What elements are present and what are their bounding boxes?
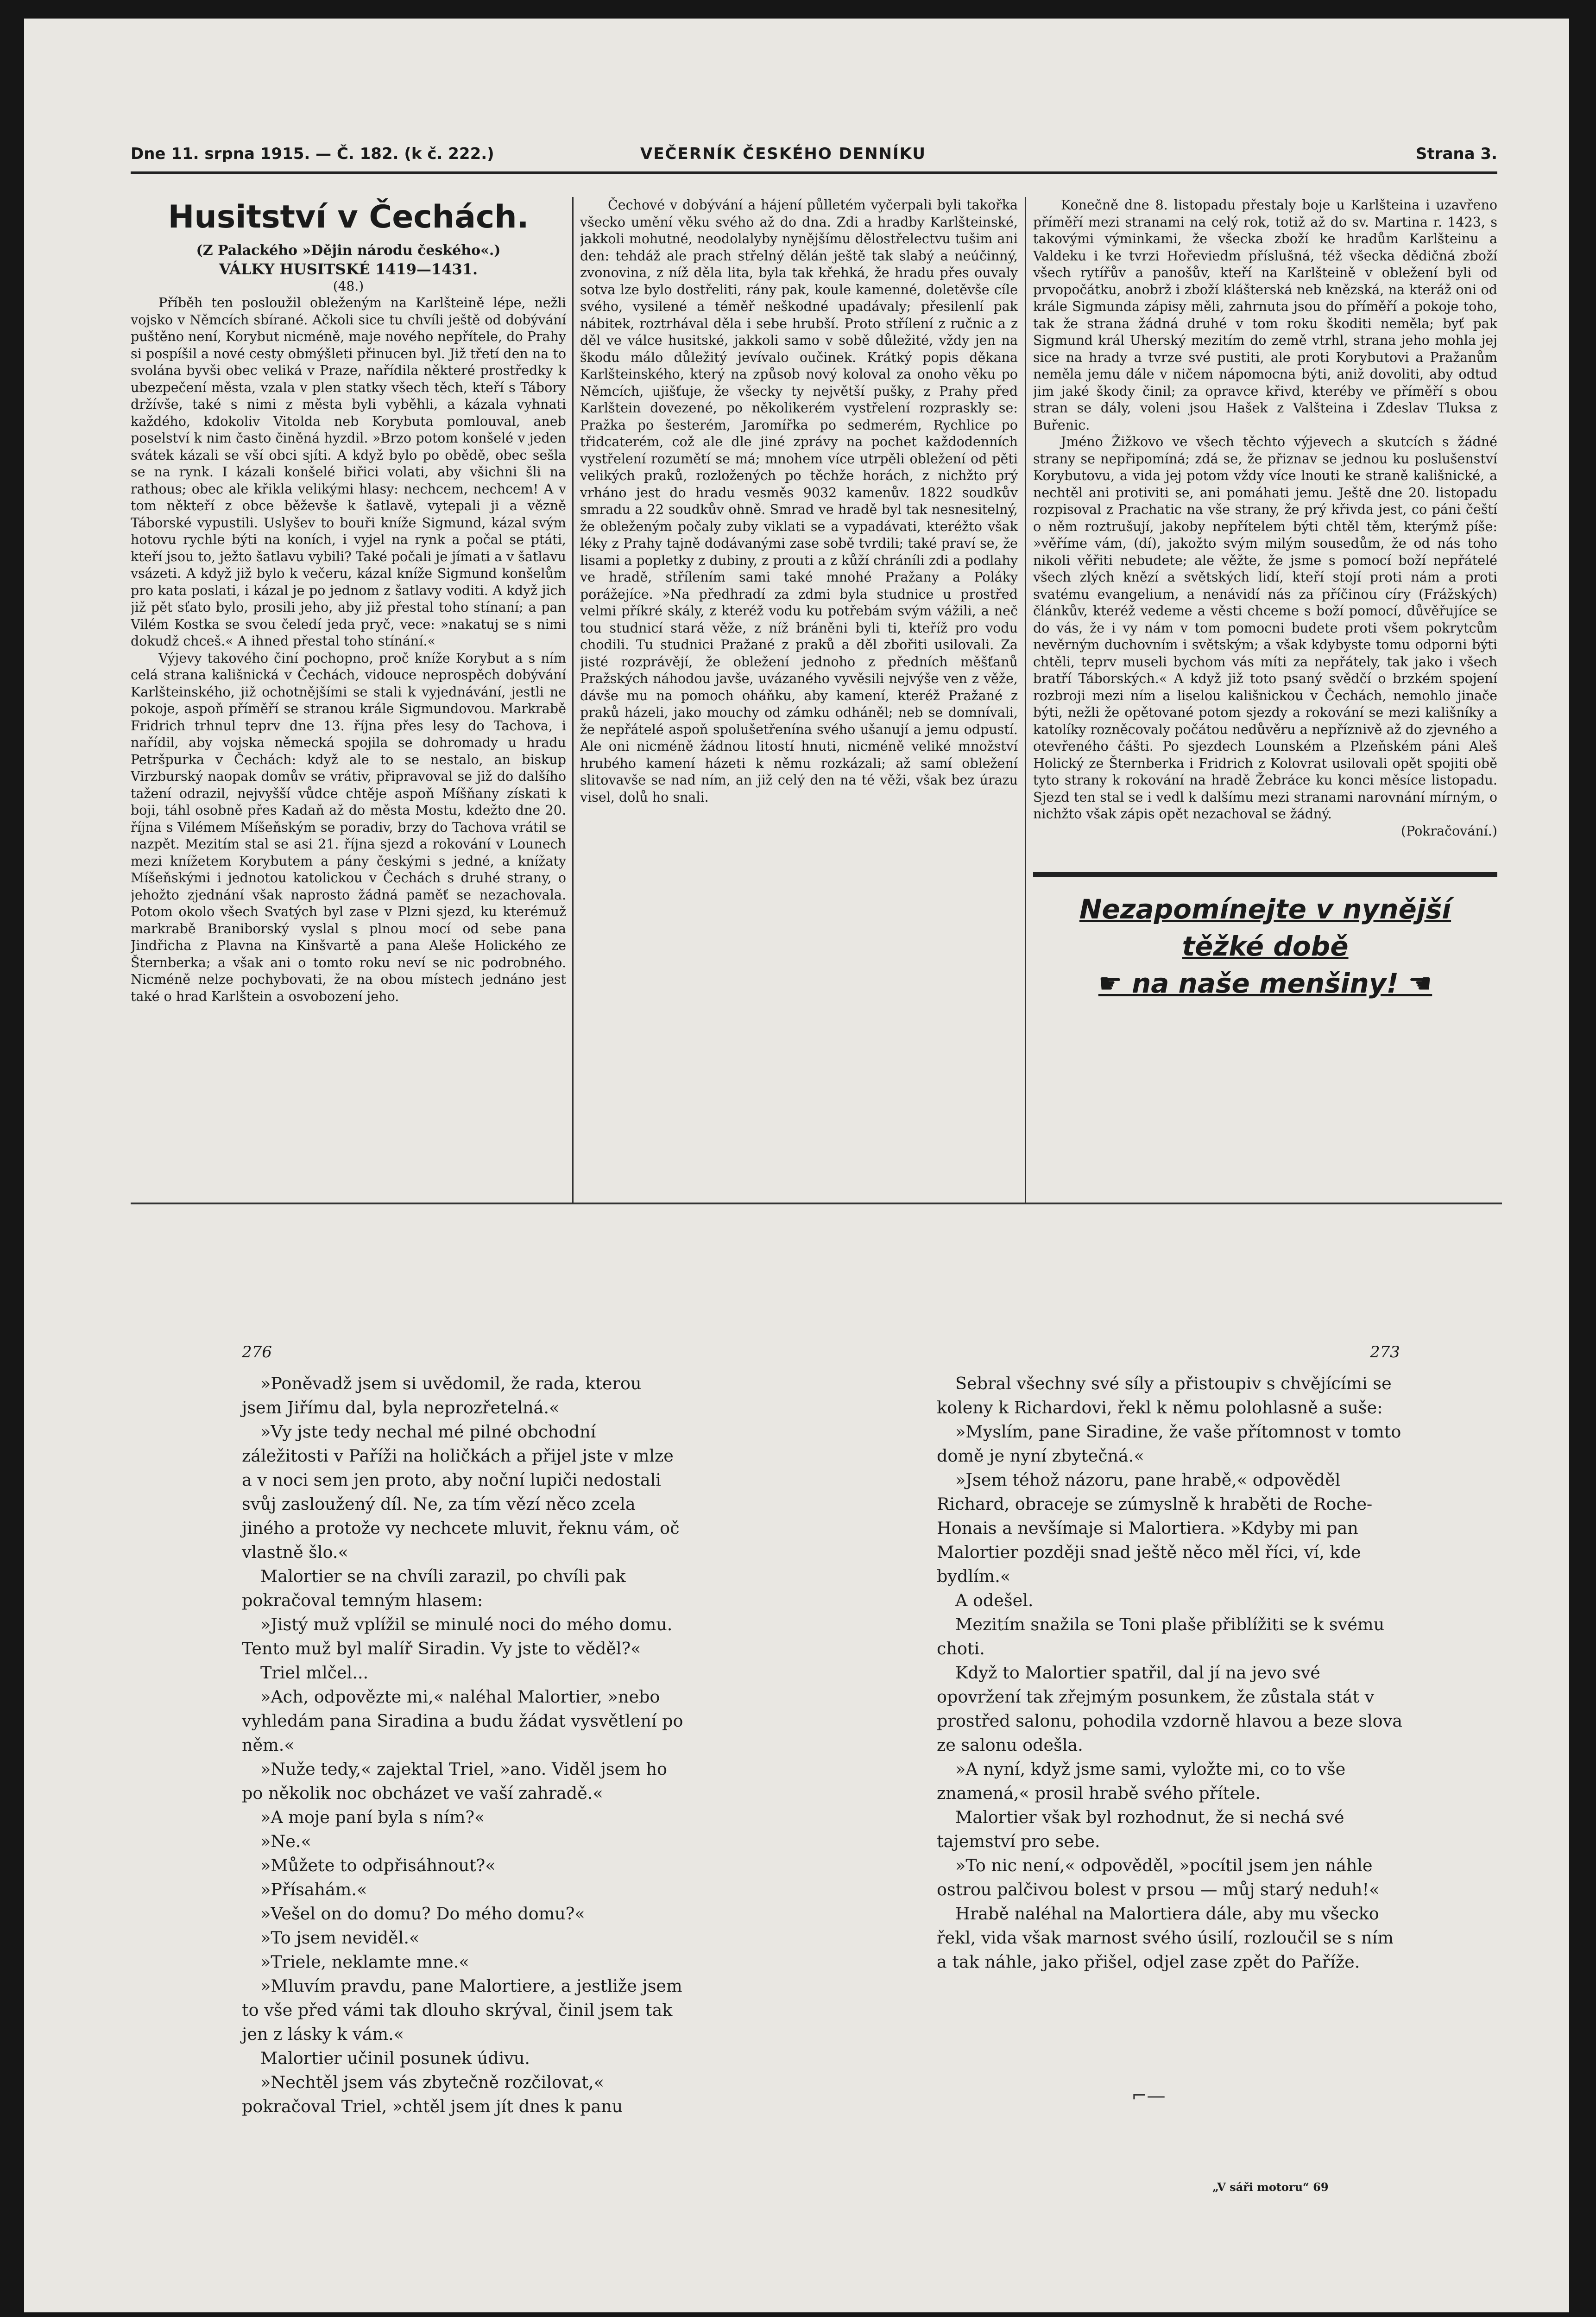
- article-column-1: [131, 197, 566, 1203]
- novel-paragraph: Malortier se na chvíli zarazil, po chvíli pak pokračoval temným hlasem:: [242, 1566, 626, 1610]
- continuation-note: (Pokračování.): [1400, 823, 1497, 839]
- slogan-line: ☛ na naše menšiny! ☚: [1098, 968, 1432, 999]
- slogan-line: těžké době: [1182, 931, 1349, 962]
- novel-paragraph: »Nechtěl jsem vás zbytečně rozčilovat,« pokračoval Triel, »chtěl jsem jít dnes k panu: [242, 2072, 623, 2116]
- novel-paragraph: Hrabě naléhal na Malortiera dále, aby mu všecko řekl, vida však marnost svého úsilí, rozloučil se s ním a tak náhle, jako přišel, odjel zase zpět do Paříže.: [937, 1904, 1394, 1972]
- decorative-mark: ⌐—: [1131, 2085, 1166, 2107]
- novel-paragraph: Malortier však byl rozhodnut, že si nechá své tajemství pro sebe.: [937, 1807, 1344, 1851]
- page-number: Strana 3.: [1415, 145, 1497, 163]
- slogan-line: Nezapomínejte v nynější: [1079, 893, 1451, 925]
- article-paragraph: Čechové v dobývání a hájení půlletém vyčerpali byli takořka všecko umění věku svého až do dna. Zdi a hradby Karlšteinské, jakkoli mohutné, neodolalyby nynějšímu dělostřelectvu tušim ani den: tehdáž ale prach střelný dělán ještě tak slabý a neúčinný, zvonovina, z níž děla lita, byla tak křehká, že hradu přes ouvaly sotva lze bylo dostřeliti, rány pak, koule kamenné, doletěvše cíle svého, vysilené a téměř neškodné upadávaly; přesilenlí pak nábitek, roztrhával děla i sebe hrubší. Proto střílení z ručnic a z děl ve válce husitské, jakkoli samo v sobě důležité, vždy jen na škodu málo důležitý jevívalo oučinek. Krátký popis děkana Karlšteinského, který na způsob nový koloval za onoho věku po Němcích, ujišťuje, že všecky ty největší pušky, z Prahy před Karlštein dovezené, po několikerém vystřelení rozpraskly se: Pražka po šesterém, Jaromířka po sedmerém, Rychlice po třidcaterém, což ale dle jiné zprávy na pochet každodenních vystřelení rozumětí se má; mnohem více utrpěli obležení od pěti velikých praků, rozložených po těchže horách, z nichžto prý vrháno jest do hradu vesměs 9032 kamenův. 1822 soudkův smradu a 22 soudkův ohně. Smrad ve hradě byl tak nesnesitelný, že obleženým počaly zuby viklati se a vypadávati, kteréžto však léky z Prahy tajně dodávanými zase sobě tvrdili; také praví se, že lisami a popletky z dubiny, z prouti a z kůží chráníli zdi a podlahy ve hradě, střílením sami také mnohé Pražany a Poláky porážejíce. »Na předhradí za zdmi byla studnice u prostřed velmi příkré skály, z kteréž vodu ku potřebám svým vážili, a neč tou studnicí stará věže, z níž bráněni byli ti, kteříž pro vodu chodili. Tu studnici Pražané z praků a děl zbořiti usilovali. Za jisté rozprávějí, že obležení jednoho z předních měšťanů Pražských náhodou javše, uvázaného vyvěsili nejvýše ven z věže, dávše mu na pomoch oháňku, aby kamení, kteréž Pražané z praků házeli, jako mouchy od zámku odháněl; neb se domnívali, že nepřátelé aspoň spolušetřenína svého ušanují a jemu odpustí. Ale oni nicméně žádnou litostí hnuti, nicméně veliké množství hrubého kamení házeti k němu rozkázali; až samí obležení slitovavše se nad ním, an již celý den na té věži, však bez úrazu visel, dolů ho snali.: [580, 197, 1018, 805]
- slogan-box: [1033, 872, 1497, 1002]
- article-part: VÁLKY HUSITSKÉ 1419—1431.: [219, 260, 478, 278]
- novel-paragraph: »Ne.«: [260, 1831, 311, 1851]
- novel-paragraph: »Nuže tedy,« zajektal Triel, »ano. Viděl jsem ho po několik noc obcházet ve vaší zahradě.«: [242, 1759, 667, 1803]
- novel-paragraph: Sebral všechny své síly a přistoupiv s chvějícími se koleny k Richardovi, řekl k němu polohlasně a suše:: [937, 1374, 1392, 1418]
- column-divider: [1025, 197, 1026, 1203]
- article-column-3: [1033, 197, 1497, 1203]
- article-paragraph: Konečně dne 8. listopadu přestaly boje u Karlšteina i uzavřeno příměří mezi stranami na celý rok, totiž až do sv. Martina r. 1423, s takovými výminkami, že všecka zboží ke hradům Karlšteinu a Valdeku i ke tvrzi Hořeviedm příslušná, též všecka dědičná zboží všech rytířův a panošův, kteří na Karlšteině v obležení byli od prvopočátku, anobrž i zboží klášterská neb knězská, na kteráž oni od krále Sigmunda zápisy měli, zahrnuta jsou do příměří a pokoje toho, tak že strana žádná druhé v tom roku škoditi neměla; byť pak Sigmund král Uherský mezitím do země vtrhl, strana jeho mohla jej sice na hrady a tvrze své pustiti, ale proti Korybutovi a Pražanům neměla jemu dále v ničem nápomocna býti, aniž dovoliti, aby odtud jim jaké škody činil; za opravce křivd, kteréby ve příměří s obou stran se dály, voleni jsou Hašek z Valšteina i Zdeslav Tluksa z Buřenic.: [1033, 197, 1497, 433]
- novel-paragraph: Mezitím snažila se Toni plaše přiblížiti se k svému choti.: [937, 1614, 1385, 1659]
- novel-paragraph: Malortier učinil posunek údivu.: [260, 2048, 530, 2068]
- novel-paragraph: »Jsem téhož názoru, pane hrabě,« odpověděl Richard, obraceje se zúmyslně k hraběti de Roche-Honais a nevšímaje si Malortiera. »Kdyby mi pan Malortier později snad ještě něco měl říci, ví, kde bydlím.«: [937, 1470, 1373, 1586]
- article-column-2: [580, 197, 1018, 1203]
- article-title: Husitství v Čechách.: [168, 199, 529, 235]
- article-installment: (48.): [333, 278, 364, 294]
- novel-paragraph: »To jsem neviděl.«: [260, 1928, 420, 1948]
- article-paragraph: Jméno Žižkovo ve všech těchto výjevech a skutcích s žádné strany se nepřipomíná; zdá se, že přiznav se jednou ku poslušenství Korybutovu, a vida jej potom vždy více lnouti ke straně kališnické, a nechtěl ani protiviti se, ani pomáhati jemu. Ještě dne 20. listopadu rozpisoval z Prachatic na vše strany, že prý křivda jest, co páni čeští o něm roztrušují, jakoby nepřítelem býti chtěl těm, kterýmž píše: »věříme vám, (dí), jakožto svým milým sousedům, že od nás toho nikoli věřiti nebudete; ale věžte, že jsme s pomocí boží nepřátelé všech zlých knězí a světských lidí, kteří stojí proti nám a proti svatému evangelium, a nenávidí nás za příčinou círy (Frážských) článkův, kteréž vedeme a věsti chceme s boží pomocí, důvěřujíce se do vás, že i vy nám v tom pomocni budete proti všem pokrytcům nevěrným duchovním i světským; a však kdybyste tomu odporni býti chtěli, teprv museli bychom vás míti za nepřátely, tak jako i všech bratří Táborských.« A když již toto psaný svědčí o brzkém spojení rozbroji mezi ním a liselou kališnickou v Čechách, nemohlo jinače býti, nežli že opětované potom sjezdy a rokování se mezi kališníky a katolíky rozněcovaly počátou nedůvěru a nepříznivě až do zjevného a otevřeného čášti. Po sjezdech Lounském a Plzeňském páni Aleš Holický ze Šternberka i Fridrich z Kolovrat usilovali opět spojiti obě tyto strany k rokování na hradě Žebráce ku konci měsíce listopadu. Sjezd ten stal se i vedl k dalšímu mezi stranami narovnání mírným, o nichžto však zápis opět nezachoval se žádný.: [1033, 434, 1497, 822]
- novel-paragraph: »Ach, odpovězte mi,« naléhal Malortier, »nebo vyhledám pana Siradina a budu žádat vysvětlení po něm.«: [242, 1687, 683, 1755]
- newspaper-title: VEČERNÍK ČESKÉHO DENNÍKU: [640, 145, 926, 163]
- novel-paragraph: »Můžete to odpřisáhnout?«: [260, 1855, 496, 1875]
- issue-date: Dne 11. srpna 1915. — Č. 182. (k č. 222.): [131, 145, 494, 163]
- novel-paragraph: A odešel.: [955, 1590, 1034, 1610]
- novel-paragraph: »Vešel on do domu? Do mého domu?«: [260, 1904, 585, 1924]
- novel-paragraph: »To nic není,« odpověděl, »pocítil jsem jen náhle ostrou palčivou bolest v prsou — můj starý neduh!«: [937, 1855, 1380, 1899]
- article-paragraph: Výjevy takového činí pochopno, proč kníže Korybut a s ním celá strana kališnická v Čechách, vidouce neprospěch dobývání Karlšteinského, již ochotnějšími se stali k vyjednávání, jestli ne pokoje, aspoň příměří se stranou krále Sigmundovou. Markrabě Fridrich trhnul teprv dne 13. října přes lesy do Tachova, i nařídil, aby vojska německá spojila se dohromady u hradu Petršpurka v Čechách: když ale to se nestalo, an biskup Virzburský naopak domův se vrátiv, připravoval se již do dalšího tažení odrazil, nejvyšší vůdce chtěje aspoň Míšňany získati k boji, táhl osobně přes Kadaň až do města Mostu, kdežto dne 20. října s Vilémem Míšeňským se poradiv, brzy do Tachova vrátil se nazpět. Mezitím stal se asi 21. října sjezd a rokování v Lounech mezi knížetem Korybutem a pány českými s jedné, a knížaty Míšeňskými i jednotou katolickou v Čechách s druhé strany, o jehožto zjednání však naprosto žádná paměť se nezachovala. Potom okolo všech Svatých byl zase v Plzni sjezd, ku kterémuž markrabě Braniborský vyslal s plnou mocí od sebe pana Jindřicha z Plavna na Kinšvartě a pana Aleše Holického ze Šternberka; a však ani o tomto roku neví se nic podrobného. Nicméně nelze pochybovati, že na obou místech jednáno jest také o hrad Karlštein a osvobození jeho.: [131, 650, 566, 1004]
- column-divider: [572, 197, 574, 1203]
- novel-paragraph: »Mluvím pravdu, pane Malortiere, a jestliže jsem to vše před vámi tak dlouho skrýval, činil jsem tak jen z lásky k vám.«: [242, 1976, 682, 2044]
- novel-paragraph: Triel mlčel...: [260, 1663, 369, 1683]
- novel-paragraph: »Přísahám.«: [260, 1880, 367, 1899]
- novel-paragraph: »Triele, neklamte mne.«: [260, 1952, 469, 1972]
- novel-paragraph: »Poněvadž jsem si uvědomil, že rada, kterou jsem Jiřímu dal, byla neprozřetelná.«: [242, 1374, 642, 1418]
- novel-page-number-left: 276: [242, 1343, 272, 1361]
- novel-left-page: [242, 1372, 687, 2119]
- novel-paragraph: »A moje paní byla s ním?«: [260, 1807, 485, 1827]
- article-paragraph: Příběh ten posloužil obleženým na Karlšteině lépe, nežli vojsko v Němcích sbírané. Ačkoli sice tu chvíli ještě od dobývání puštěno není, Korybut nicméně, maje nového nepřítele, do Prahy si pospíšil a nové cesty obmýšleti přinucen byl. Již třetí den na to svolána byvši obec veliká v Praze, nařídila některé prostředky k ubezpečení města, vzala v plen statky všech těch, kteří s Tábory držívše, také s nimi z města byli vyběhli, a kázala vyhnati každého, kdokoliv Vitolda neb Korybuta pomlouval, aneb poselství k nim často činěná hyzdil. »Brzo potom konšelé v jeden svátek kázali se vší obci sjíti. A když bylo po obědě, obec sešla se na rynk. I kázali konšelé biřici volati, aby všichni šli na rathous; obec ale křikla velikými hlasy: nechcem, nechcem! A v tom někteří z obce běževše k šatlavě, vytepali ji a vězně Táborské vypustili. Uslyšev to bouři kníže Sigmund, kázal svým hotovu rychle býti na koních, i vyjel na rynk a počal se ptáti, kteří jsou to, ježto šatlavu vybili? Také počali je jímati a v šatlavu vsázeti. A když již bylo k večeru, kázal kníže Sigmund konšelům pro kata poslati, i kázal je po jednom z šatlavy voditi. A když jich již pět sťato bylo, prosili jeho, aby již přestal toho stínaní; a pan Vilém Kostka se svou čeledí jeda pryč, vece: »nakatuj se s nimi dokudž chceš.« A ihned přestal toho stínání.«: [131, 295, 566, 649]
- novel-paragraph: »Myslím, pane Siradine, že vaše přítomnost v tomto domě je nyní zbytečná.«: [937, 1422, 1401, 1466]
- article-subtitle: (Z Palackého »Dějin národu českého«.): [196, 242, 501, 259]
- novel-page-number-right: 273: [1370, 1343, 1400, 1361]
- novel-paragraph: »A nyní, když jsme sami, vyložte mi, co to vše znamená,« prosil hrabě svého přítele.: [937, 1759, 1346, 1803]
- novel-paragraph: »Jistý muž vplížil se minulé noci do mého domu. Tento muž byl malíř Siradin. Vy jste to věděl?«: [242, 1614, 673, 1659]
- novel-paragraph: »Vy jste tedy nechal mé pilné obchodní záležitosti v Paříži na holičkách a přijel jste v mlze a v noci sem jen proto, aby noční lupiči nedostali svůj zasloužený díl. Ne, za tím vězí něco zcela jiného a protože vy nechcete mluvit, řeknu vám, oč vlastně šlo.«: [242, 1422, 680, 1562]
- novel-right-page: [937, 1372, 1405, 1974]
- novel-paragraph: Když to Malortier spatřil, dal jí na jevo své opovržení tak zřejmým posunkem, že zůstala stát v prostřed salonu, pohodila vzdorně hlavou a beze slova ze salonu odešla.: [937, 1663, 1402, 1755]
- newspaper-header: [131, 134, 1497, 174]
- scanned-page: [24, 19, 1569, 2312]
- section-rule: [131, 1203, 1502, 1204]
- signature-note: „V sáři motoru“ 69: [1212, 2180, 1329, 2194]
